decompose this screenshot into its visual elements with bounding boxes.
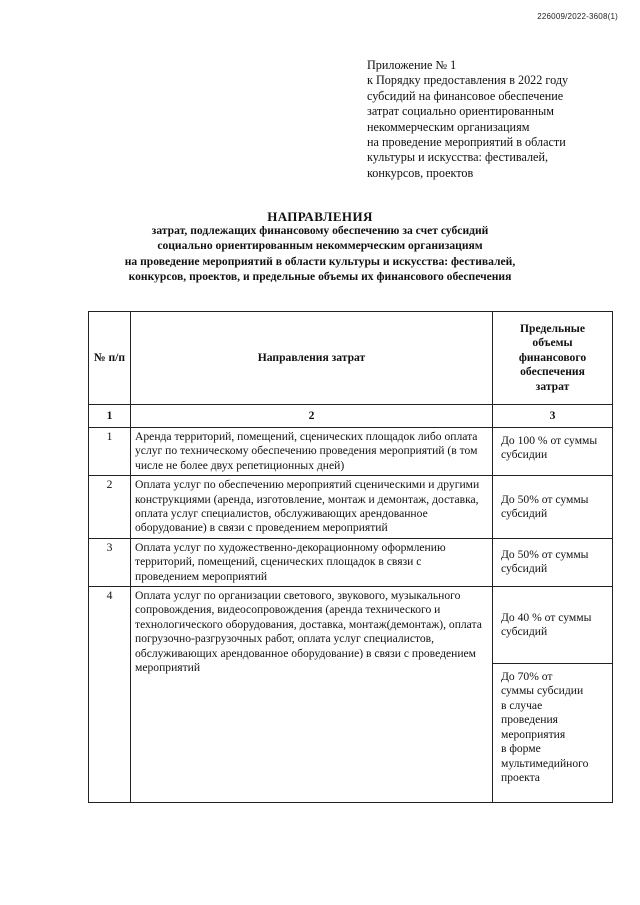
header-limit-line: обеспечения bbox=[520, 365, 585, 379]
column-number: 2 bbox=[131, 405, 493, 428]
header-limit-line: затрат bbox=[535, 379, 570, 393]
limit-line: в случае bbox=[501, 698, 543, 712]
row-num: 1 bbox=[89, 428, 131, 476]
limit-line: До 70% от bbox=[501, 670, 553, 684]
document-subtitle bbox=[0, 223, 640, 284]
header-limit bbox=[493, 312, 613, 405]
header-limit-line: Предельные bbox=[520, 321, 585, 335]
limit-line: мультимедийного bbox=[501, 756, 589, 770]
row-text: Оплата услуг по художественно-декорационному оформлению территорий, помещений, сценических площадок в связи с проведением мероприятий bbox=[131, 538, 493, 586]
table-row bbox=[89, 476, 613, 539]
appendix-line: конкурсов, проектов bbox=[367, 165, 474, 180]
table-row bbox=[89, 587, 613, 664]
document-number: 226009/2022-3608(1) bbox=[537, 12, 618, 21]
row-limit: До 40 % от суммы субсидий bbox=[493, 587, 613, 664]
header-num: № п/п bbox=[89, 312, 131, 405]
subtitle-line: социально ориентированным некоммерческим организациям bbox=[157, 239, 483, 253]
row-num: 4 bbox=[89, 587, 131, 803]
column-number: 3 bbox=[493, 405, 613, 428]
appendix-line: Приложение № 1 bbox=[367, 58, 457, 72]
header-limit-line: объемы bbox=[532, 336, 573, 350]
row-limit: До 50% от суммы субсидий bbox=[493, 476, 613, 539]
row-text: Оплата услуг по обеспечению мероприятий сценическими и другими конструкциями (аренда, изготовление, монтаж и демонтаж, доставка, оплата услуг специалистов, обслуживающих арендованное оборудование) в связи с проведением мероприятий bbox=[131, 476, 493, 539]
appendix-line: на проведение мероприятий в области bbox=[367, 135, 566, 150]
row-text: Аренда территорий, помещений, сценических площадок либо оплата услуг по техническому обеспечению проведения мероприятий (в том числе не более двух репетиционных дней) bbox=[131, 428, 493, 476]
subtitle-line: на проведение мероприятий в области культуры и искусства: фестивалей, bbox=[124, 254, 516, 268]
appendix-note bbox=[367, 58, 627, 181]
row-num: 3 bbox=[89, 538, 131, 586]
table-row bbox=[89, 428, 613, 476]
header-limit-line: финансового bbox=[518, 350, 587, 364]
document-title: НАПРАВЛЕНИЯ bbox=[267, 209, 373, 224]
row-text: Оплата услуг по организации светового, звукового, музыкального сопровождения, видеосопровождения (аренда технического и технологического оборудования, доставка, монтаж(демонтаж), оплата погрузочно-разгрузочных работ, оплата услуг специалистов, обслуживающих арендованное оборудование) в связи с проведением мероприятий bbox=[131, 587, 493, 803]
expenses-table bbox=[88, 311, 613, 803]
appendix-line: к Порядку предоставления в 2022 году bbox=[367, 73, 569, 88]
subtitle-line: конкурсов, проектов, и предельные объемы их финансового обеспечения bbox=[128, 269, 512, 283]
header-direction: Направления затрат bbox=[131, 312, 493, 405]
appendix-line: некоммерческим организациям bbox=[367, 119, 530, 134]
table-row bbox=[89, 538, 613, 586]
column-number: 1 bbox=[89, 405, 131, 428]
subtitle-line: затрат, подлежащих финансовому обеспечению за счет субсидий bbox=[151, 224, 489, 237]
appendix-line: субсидий на финансовое обеспечение bbox=[367, 88, 564, 103]
limit-line: суммы субсидии bbox=[501, 684, 584, 698]
appendix-line: затрат социально ориентированным bbox=[367, 104, 554, 119]
limit-line: проекта bbox=[501, 770, 540, 784]
row-limit: До 50% от суммы субсидий bbox=[493, 538, 613, 586]
limit-line: в форме bbox=[501, 742, 541, 756]
limit-line: мероприятия bbox=[501, 727, 566, 741]
row-limit-alternate bbox=[493, 664, 613, 803]
table-header-row bbox=[89, 312, 613, 405]
row-num: 2 bbox=[89, 476, 131, 539]
row-limit: До 100 % от суммы субсидии bbox=[493, 428, 613, 476]
limit-line: проведения bbox=[501, 713, 558, 727]
appendix-line: культуры и искусства: фестивалей, bbox=[367, 150, 549, 165]
column-number-row bbox=[89, 405, 613, 428]
